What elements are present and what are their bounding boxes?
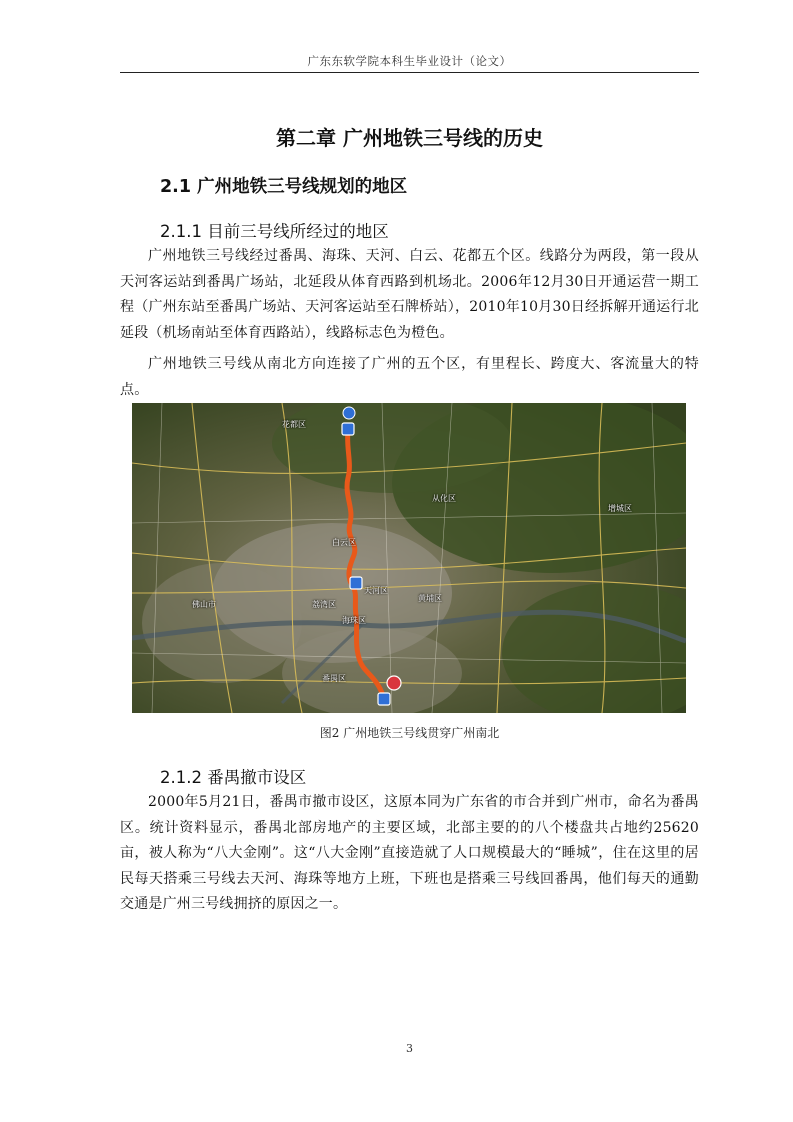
map-label-haizhu: 海珠区 bbox=[342, 616, 366, 625]
figure-caption: 图2 广州地铁三号线贯穿广州南北 bbox=[319, 726, 500, 740]
map-label-baiyun: 白云区 bbox=[332, 538, 356, 547]
chapter-title: 第二章 广州地铁三号线的历史 bbox=[276, 126, 543, 150]
map-label-liwan: 荔湾区 bbox=[312, 600, 336, 609]
page-header: 广东东软学院本科生毕业设计（论文） bbox=[307, 54, 512, 68]
paragraph-panyu-district: 2000年5月21日，番禺市撤市设区，这原本同为广东省的市合并到广州市，命名为番禺区。统计资料显示，番禺北部房地产的主要区域，北部主要的的八个楼盘共占地约25620亩，被人称为“八大金刚”。这“八大金刚”直接造就了人口规模最大的“睡城”，住在这里的居民每天搭乘三号线去天河、海珠等地方上班，下班也是搭乘三号线回番禺，他们每天的通勤交通是广州三号线拥挤的原因之一。 bbox=[120, 794, 699, 912]
header-rule bbox=[120, 72, 699, 73]
station-marker-north bbox=[342, 423, 354, 435]
page-number: 3 bbox=[406, 1042, 413, 1055]
section-title: 2.1 广州地铁三号线规划的地区 bbox=[160, 177, 408, 197]
paragraph-features: 广州地铁三号线从南北方向连接了广州的五个区，有里程长、跨度大、客流量大的特点。 bbox=[120, 356, 699, 398]
location-pin-icon bbox=[387, 676, 401, 690]
map-label-huadu: 花都区 bbox=[282, 420, 306, 429]
map-label-huangpu: 黄埔区 bbox=[418, 594, 442, 603]
subsection-title-2-1-1: 2.1.1 目前三号线所经过的地区 bbox=[160, 222, 389, 241]
map-label-conghua: 从化区 bbox=[432, 494, 456, 503]
station-marker-center bbox=[350, 577, 362, 589]
satellite-map-figure bbox=[132, 403, 686, 713]
subsection-title-2-1-2: 2.1.2 番禺撤市设区 bbox=[160, 768, 307, 787]
map-label-tianhe: 天河区 bbox=[364, 586, 388, 595]
map-label-zengcheng: 增城区 bbox=[608, 504, 632, 513]
start-pin-icon bbox=[343, 407, 355, 419]
map-graphic bbox=[132, 403, 686, 713]
station-marker-south bbox=[378, 693, 390, 705]
map-label-foshan: 佛山市 bbox=[192, 600, 216, 609]
paragraph-routes: 广州地铁三号线经过番禺、海珠、天河、白云、花都五个区。线路分为两段，第一段从天河客运站到番禺广场站，北延段从体育西路到机场北。2006年12月30日开通运营一期工程（广州东站至番禺广场站、天河客运站至石牌桥站），2010年10月30日经拆解开通运行北延段（机场南站至体育西路站），线路标志色为橙色。 bbox=[120, 248, 699, 341]
map-label-panyu: 番禺区 bbox=[322, 674, 346, 683]
